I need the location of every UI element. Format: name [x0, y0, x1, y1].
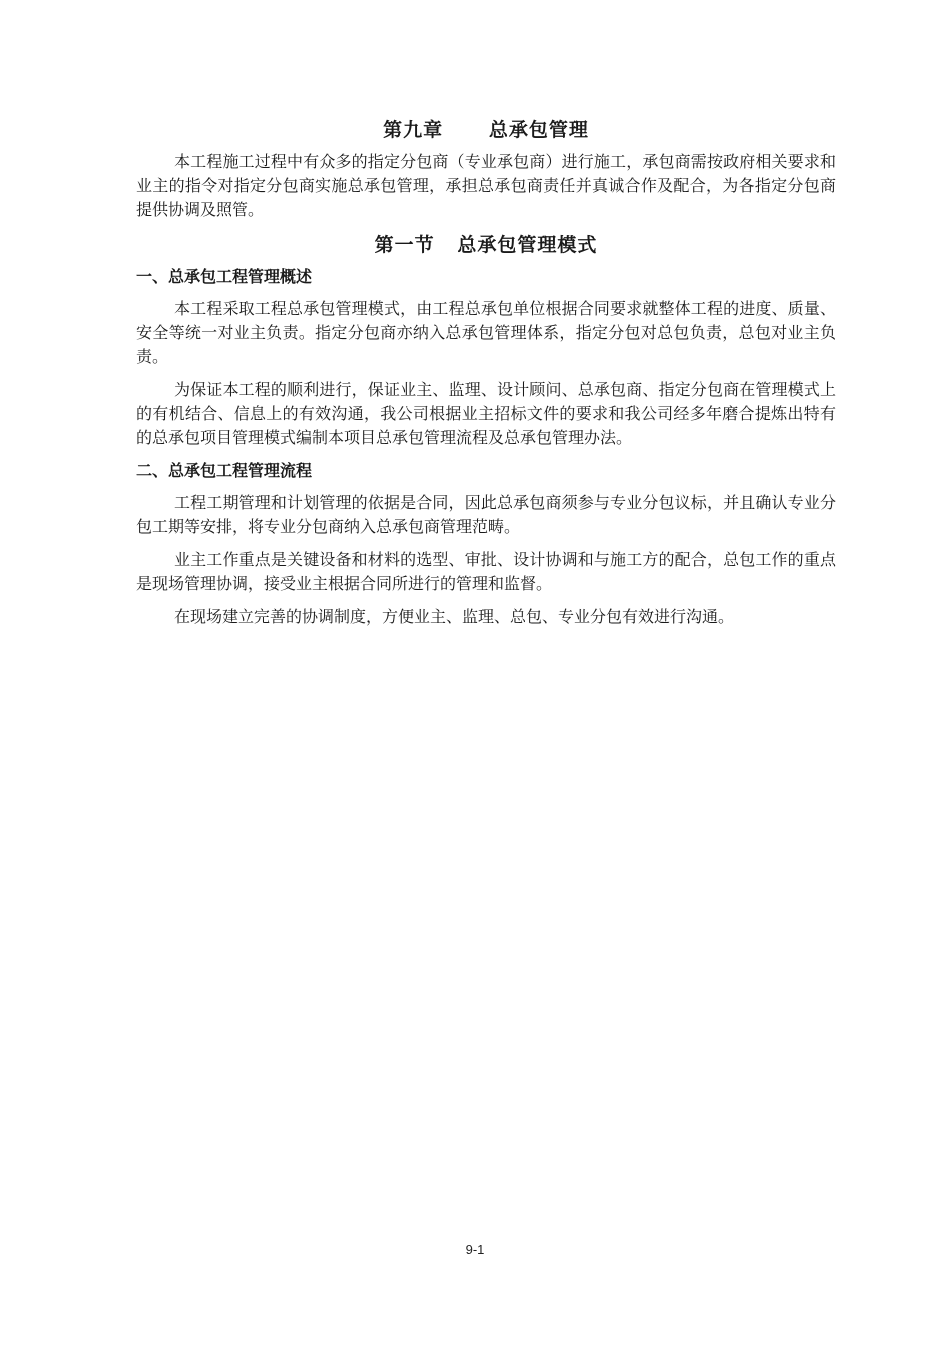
subsection-overview — [136, 265, 836, 450]
subsection-heading: 一、总承包工程管理概述 — [136, 267, 313, 286]
body-paragraph: 工程工期管理和计划管理的依据是合同，因此总承包商须参与专业分包议标，并且确认专业分包工期等安排，将专业分包商纳入总承包商管理范畴。 — [136, 493, 836, 536]
body-paragraph: 本工程采取工程总承包管理模式，由工程总承包单位根据合同要求就整体工程的进度、质量、安全等统一对业主负责。指定分包商亦纳入总承包管理体系，指定分包对总包负责，总包对业主负责。 — [136, 299, 836, 366]
subsection-process — [136, 459, 836, 629]
body-paragraph: 在现场建立完善的协调制度，方便业主、监理、总包、专业分包有效进行沟通。 — [174, 607, 735, 626]
body-paragraph: 业主工作重点是关键设备和材料的选型、审批、设计协调和与施工方的配合，总包工作的重点是现场管理协调，接受业主根据合同所进行的管理和监督。 — [136, 550, 836, 593]
page-number: 9-1 — [465, 1242, 485, 1257]
document-body — [136, 116, 836, 638]
subsection-heading: 二、总承包工程管理流程 — [136, 461, 313, 480]
intro-paragraph: 本工程施工过程中有众多的指定分包商（专业承包商）进行施工，承包商需按政府相关要求和业主的指令对指定分包商实施总承包管理，承担总承包商责任并真诚合作及配合，为各指定分包商提供协调及照管。 — [136, 152, 836, 219]
body-paragraph: 为保证本工程的顺利进行，保证业主、监理、设计顾问、总承包商、指定分包商在管理模式上的有机结合、信息上的有效沟通，我公司根据业主招标文件的要求和我公司经多年磨合提炼出特有的总承包项目管理模式编制本项目总承包管理流程及总承包管理办法。 — [136, 380, 836, 447]
section-title: 第一节 总承包管理模式 — [374, 234, 598, 256]
chapter-title: 第九章 总承包管理 — [383, 119, 589, 141]
